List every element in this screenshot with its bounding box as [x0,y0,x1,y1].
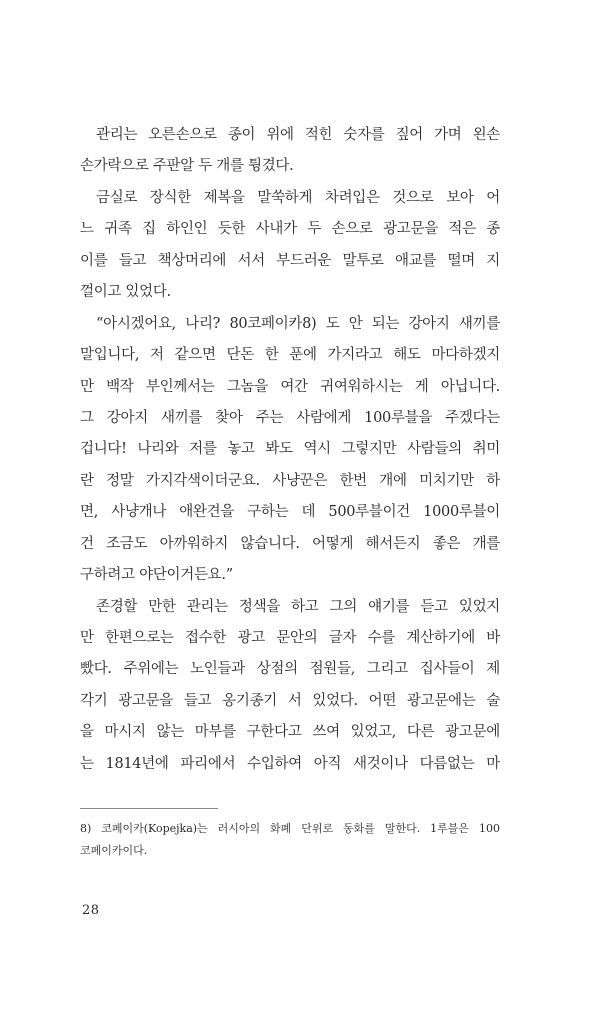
text-line: 껄이고 있었다. [80,284,171,301]
body-text [80,120,500,780]
footnote-divider [80,808,218,809]
text-line: 금실로 장식한 제복을 말쑥하게 차려입은 것으로 보아 어 [96,189,500,206]
text-line: 느 귀족 집 하인인 듯한 사내가 두 손으로 광고문을 적은 종 [80,221,500,238]
text-line: 구하려고 야단이거든요.” [80,567,233,584]
text-line: 이를 들고 책상머리에 서서 부드러운 말투로 애교를 떨며 지 [80,252,500,269]
text-line: 그 강아지 새끼를 찾아 주는 사람에게 100루블을 주겠다는 [80,409,500,426]
text-line: 을 마시지 않는 마부를 구한다고 쓰여 있었고, 다른 광고문에 [80,724,500,741]
text-line: 건 조금도 아까워하지 않습니다. 어떻게 해서든지 좋은 개를 [80,535,500,552]
footnote-line: 코페이카이다. [80,844,148,857]
footnote-line: 8) 코페이카(Kopejka)는 러시아의 화폐 단위로 동화를 말한다. 1루블은 100 [80,822,500,835]
text-line: 면, 사냥개나 애완견을 구하는 데 500루블이건 1000루블이 [80,504,500,521]
text-line: 빴다. 주위에는 노인들과 상점의 점원들, 그리고 집사들이 제 [80,661,500,678]
text-line: 손가락으로 주판알 두 개를 튕겼다. [80,158,294,175]
footnote [80,818,500,862]
text-line: 존경할 만한 관리는 정색을 하고 그의 얘기를 듣고 있었지 [96,598,500,615]
text-line: 각기 광고문을 들고 옹기종기 서 있었다. 어떤 광고문에는 술 [80,692,500,709]
text-line: 만 한편으로는 접수한 광고 문안의 글자 수를 계산하기에 바 [80,630,500,646]
text-line: 란 정말 가지각색이더군요. 사냥꾼은 한번 개에 미치기만 하 [80,472,500,489]
text-line: 는 1814년에 파리에서 수입하여 아직 새것이나 다름없는 마 [80,755,500,772]
text-line: “아시겠어요, 나리? 80코페이카8) 도 안 되는 강아지 새끼를 [96,315,500,332]
page-number: 28 [82,903,100,918]
text-line: 관리는 오른손으로 종이 위에 적힌 숫자를 짚어 가며 왼손 [96,127,500,143]
text-line: 겁니다! 나리와 저를 놓고 봐도 역시 그렇지만 사람들의 취미 [80,441,500,458]
text-line: 만 백작 부인께서는 그놈을 여간 귀여워하시는 게 아닙니다. [80,378,500,395]
text-line: 말입니다, 저 같으면 단돈 한 푼에 가지라고 해도 마다하겠지 [80,347,500,364]
